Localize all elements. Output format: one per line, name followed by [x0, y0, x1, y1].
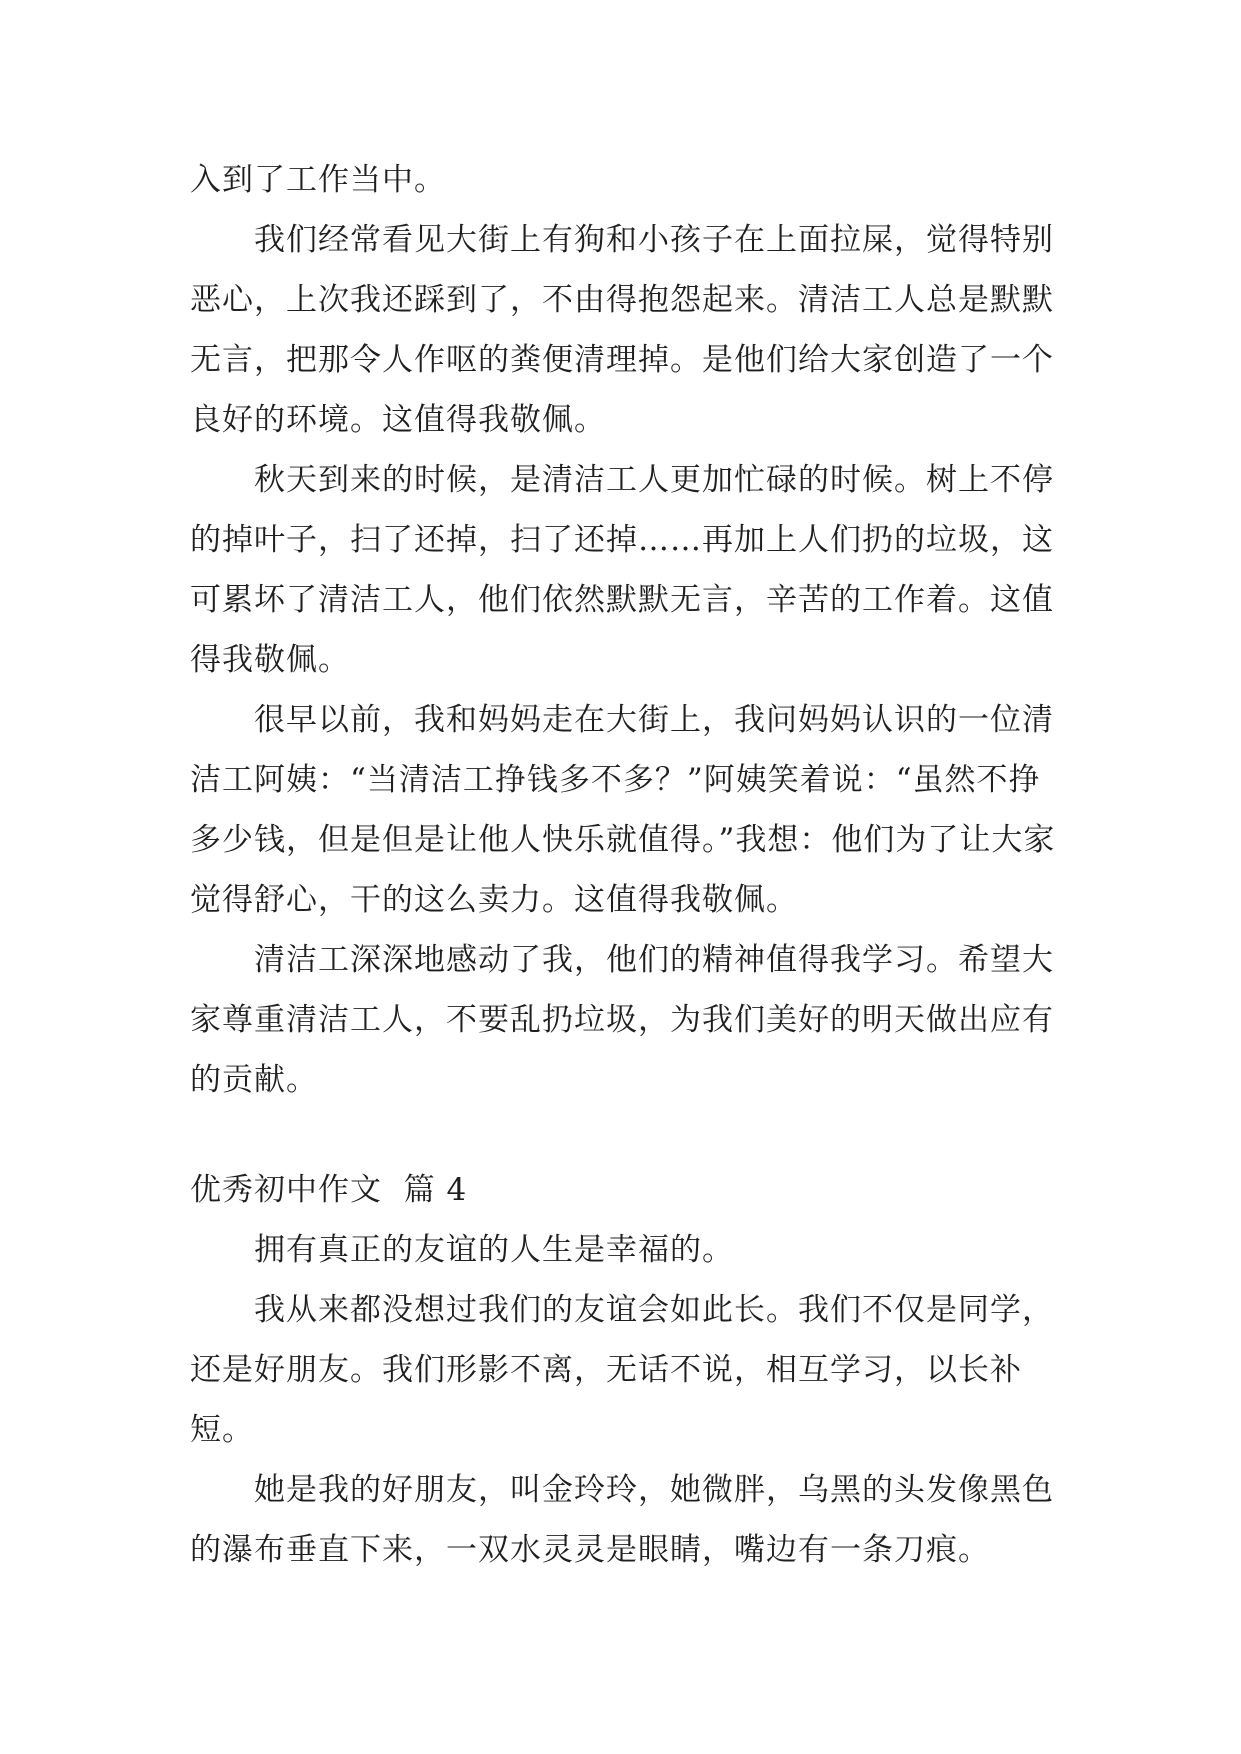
paragraph-friend-description: 她是我的好朋友，叫金玲玲，她微胖，乌黑的头发像黑色的瀑布垂直下来，一双水灵灵是眼睛，嘴边有一条刀痕。 — [190, 1472, 1054, 1568]
section-title: 优秀初中作文 篇 4 — [190, 1172, 468, 1208]
paragraph-conclusion: 清洁工深深地感动了我，他们的精神值得我学习。希望大家尊重清洁工人，不要乱扔垃圾，为我们美好的明天做出应有的贡献。 — [190, 942, 1054, 1098]
paragraph-conversation: 很早以前，我和妈妈走在大街上，我问妈妈认识的一位清洁工阿姨：“当清洁工挣钱多不多？”阿姨笑着说：“虽然不挣多少钱，但是但是让他人快乐就值得。”我想：他们为了让大家觉得舒心，干的这么卖力。这值得我敬佩。 — [190, 702, 1056, 918]
document-body — [190, 150, 1070, 1580]
paragraph-autumn: 秋天到来的时候，是清洁工人更加忙碌的时候。树上不停的掉叶子，扫了还掉，扫了还掉……再加上人们扔的垃圾，这可累坏了清洁工人，他们依然默默无言，辛苦的工作着。这值得我敬佩。 — [190, 462, 1054, 678]
paragraph-friendship-long: 我从来都没想过我们的友谊会如此长。我们不仅是同学，还是好朋友。我们形影不离，无话不说，相互学习，以长补短。 — [190, 1292, 1054, 1448]
paragraph-continuation: 入到了工作当中。 — [190, 162, 446, 198]
paragraph-friendship-intro: 拥有真正的友谊的人生是幸福的。 — [254, 1232, 734, 1268]
paragraph-street-cleaning: 我们经常看见大街上有狗和小孩子在上面拉屎，觉得特别恶心，上次我还踩到了，不由得抱怨起来。清洁工人总是默默无言，把那令人作呕的粪便清理掉。是他们给大家创造了一个良好的环境。这值得我敬佩。 — [190, 222, 1054, 438]
